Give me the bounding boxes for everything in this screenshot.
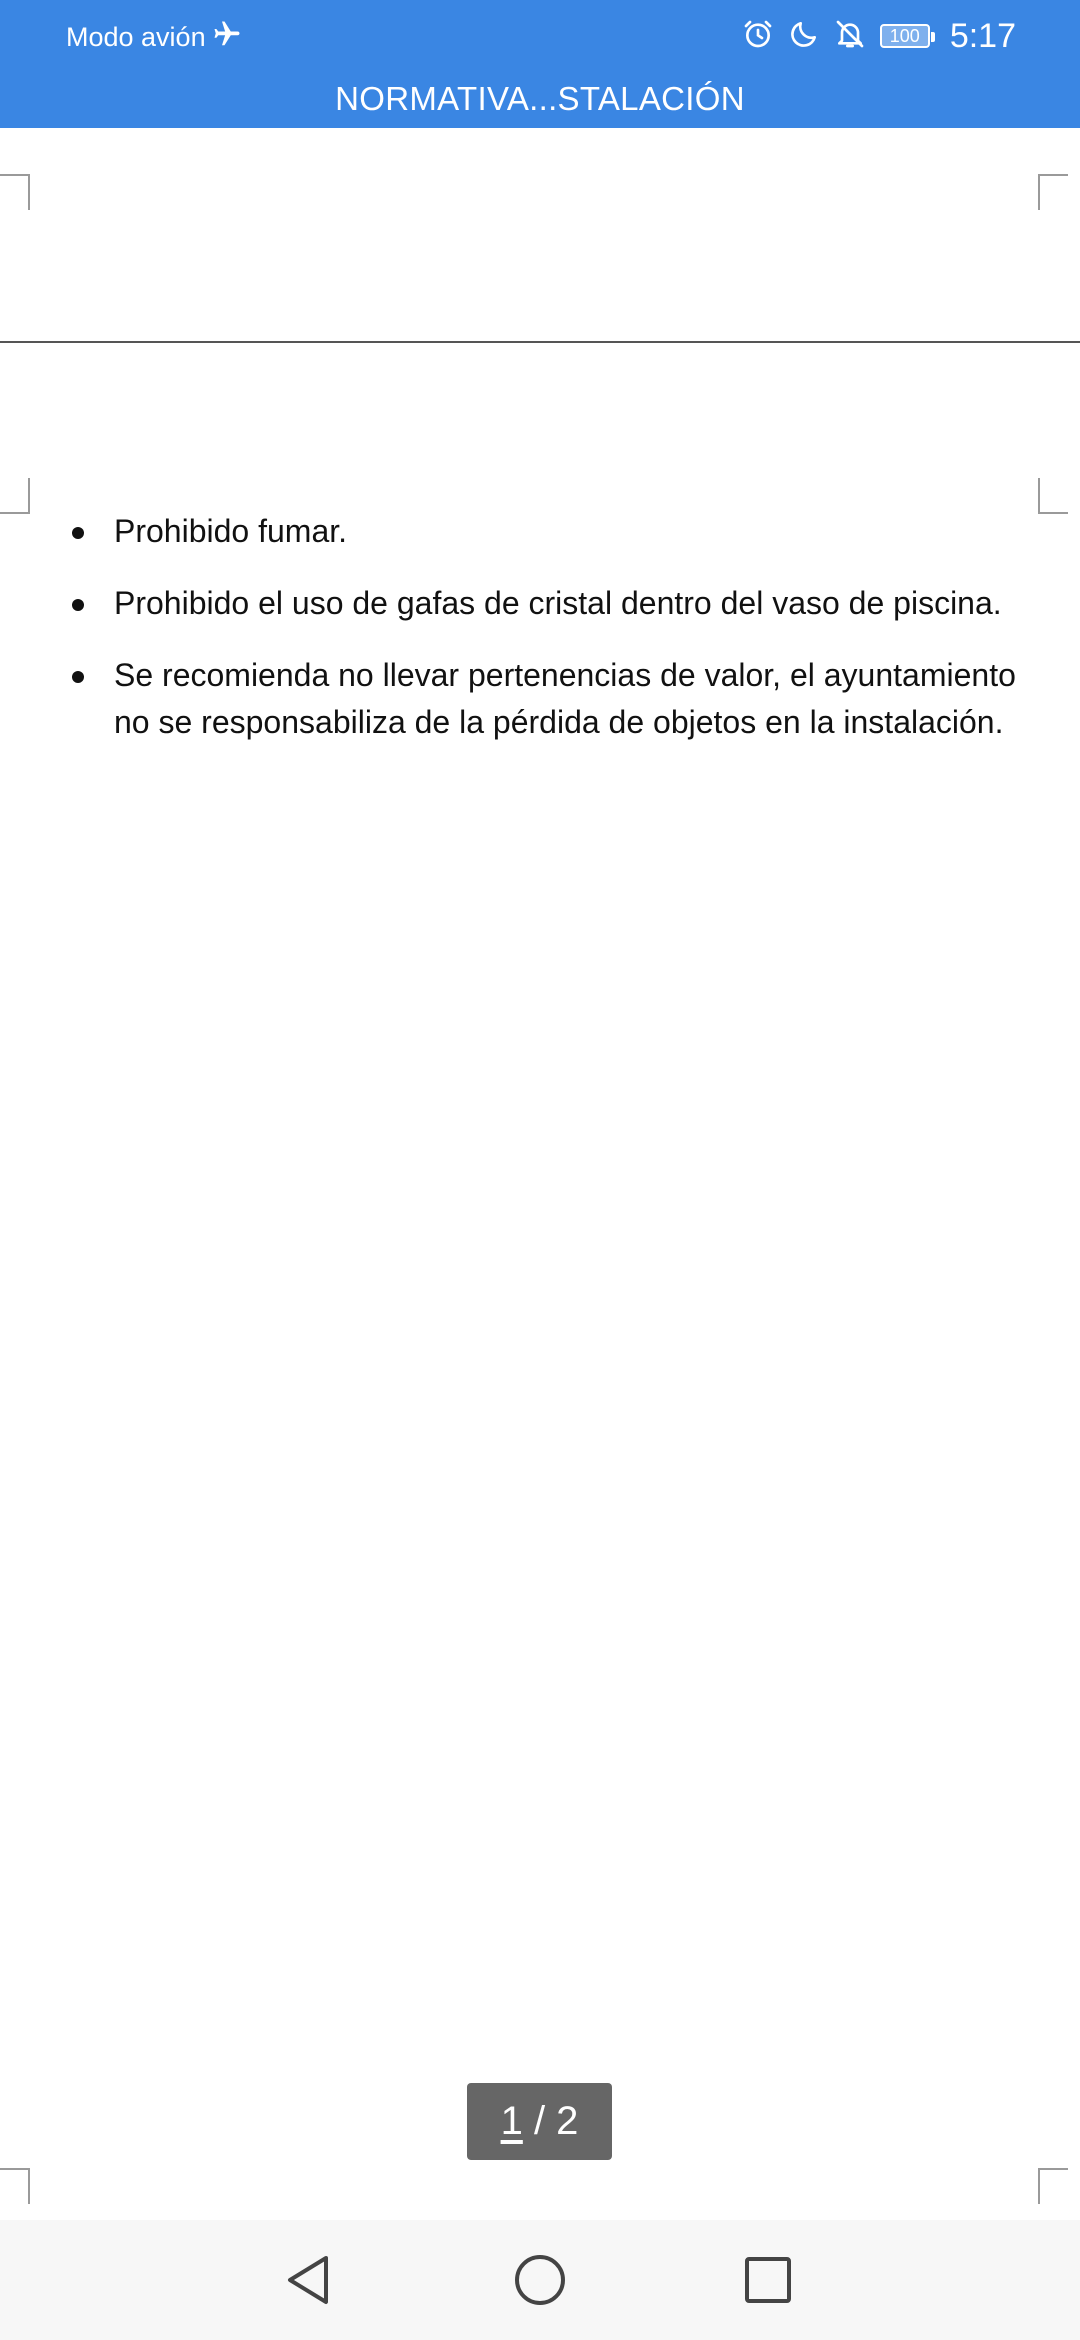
back-button[interactable]	[268, 2240, 348, 2320]
recents-square-icon	[742, 2254, 794, 2306]
system-navigation-bar	[0, 2220, 1080, 2340]
list-item	[70, 508, 1050, 555]
bullet	[72, 599, 84, 611]
bullet	[72, 527, 84, 539]
page-current: 1	[500, 2099, 523, 2143]
battery-icon	[880, 24, 930, 48]
airplane-mode-label: Modo avión	[66, 21, 206, 52]
bell-off-icon	[834, 18, 866, 55]
page-separator-text: /	[522, 2099, 557, 2143]
crop-mark	[1038, 174, 1068, 210]
crop-mark	[0, 2168, 30, 2204]
top-app-bar	[0, 0, 1080, 128]
home-button[interactable]	[500, 2240, 580, 2320]
bullet	[72, 671, 84, 683]
list-item	[70, 652, 1050, 746]
rule-text: Prohibido fumar.	[114, 513, 348, 549]
airplane-icon	[212, 19, 242, 56]
status-right	[742, 16, 1016, 56]
rules-list	[70, 508, 1050, 771]
battery-level: 100	[889, 26, 920, 46]
back-triangle-icon	[282, 2252, 334, 2308]
document-viewer[interactable]	[0, 128, 1080, 2220]
crop-mark	[0, 478, 30, 514]
page-total: 2	[556, 2099, 579, 2143]
status-left	[66, 20, 242, 54]
rule-text: Prohibido el uso de gafas de cristal dentro del vaso de piscina.	[114, 585, 1002, 621]
moon-icon	[788, 18, 820, 55]
crop-mark	[0, 174, 30, 210]
home-circle-icon	[512, 2252, 568, 2308]
page-separator	[0, 341, 1080, 343]
alarm-icon	[742, 18, 774, 55]
clock: 5:17	[949, 16, 1016, 55]
crop-mark	[1038, 2168, 1068, 2204]
recents-button[interactable]	[728, 2240, 808, 2320]
page-indicator	[467, 2083, 612, 2160]
document-title: NORMATIVA...STALACIÓN	[335, 80, 745, 117]
list-item	[70, 580, 1050, 627]
rule-text: Se recomienda no llevar pertenencias de valor, el ayuntamiento no se responsabiliza de la pérdida de objetos en la instalación.	[114, 657, 1016, 740]
